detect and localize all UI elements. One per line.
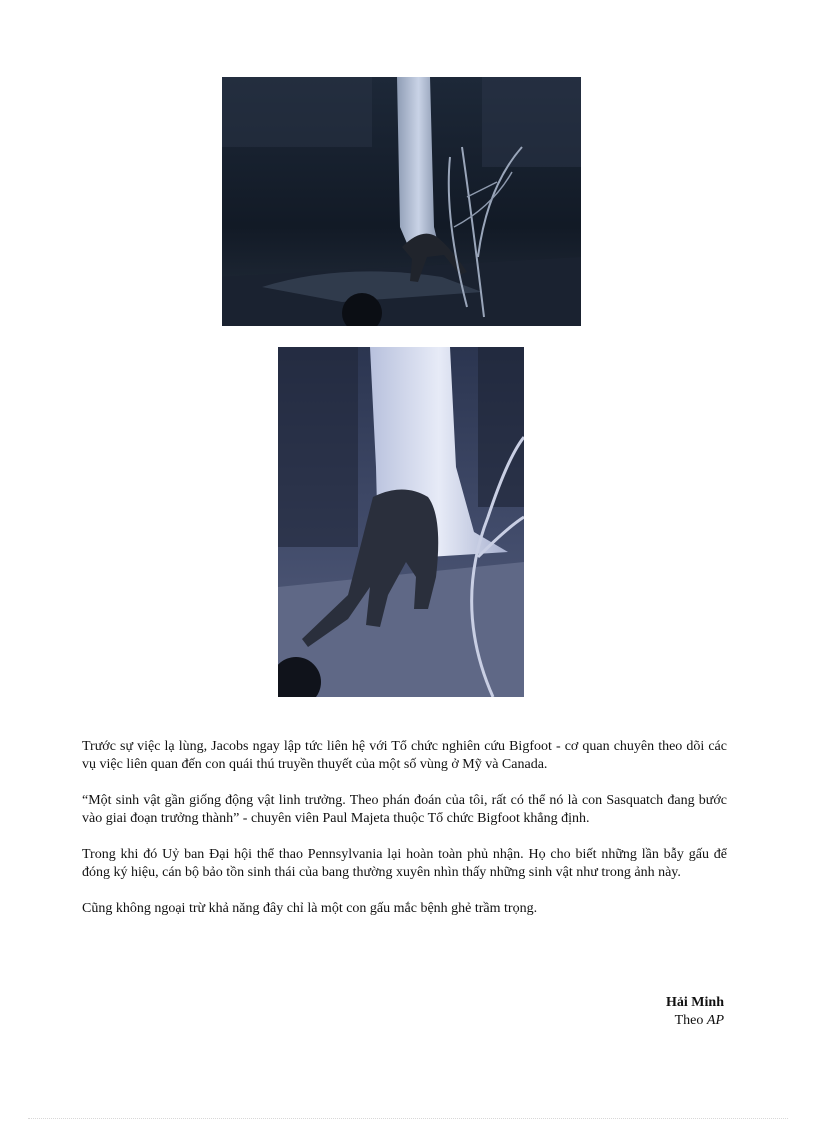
article-paragraph: “Một sinh vật gần giống động vật linh trưởng. Theo phán đoán của tôi, rất có thể nó là con Sasquatch đang bước vào giai đoạn trưởng thành” - chuyên viên Paul Majeta thuộc Tổ chức Bigfoot khẳng định. (82, 793, 727, 826)
signature (666, 994, 724, 1030)
night-photo-2 (278, 347, 524, 697)
night-photo-1 (222, 77, 581, 326)
article-paragraph: Trong khi đó Uỷ ban Đại hội thể thao Pennsylvania lại hoàn toàn phủ nhận. Họ cho biết những lần bẫy gấu để đóng ký hiệu, cán bộ bảo tồn sinh thái của bang thường xuyên nhìn thấy những sinh vật như trong ảnh này. (82, 847, 727, 880)
source-line (675, 1013, 724, 1028)
article-paragraph: Cũng không ngoại trừ khả năng đây chỉ là một con gấu mắc bệnh ghẻ trầm trọng. (82, 901, 538, 916)
article-body (82, 738, 727, 936)
page-bottom-divider (28, 1118, 788, 1119)
article-paragraph: Trước sự việc lạ lùng, Jacobs ngay lập tức liên hệ với Tổ chức nghiên cứu Bigfoot - cơ quan chuyên theo dõi các vụ việc liên quan đến con quái thú truyền thuyết của một số vùng ở Mỹ và Canada. (82, 739, 727, 772)
author-name: Hải Minh (666, 995, 724, 1010)
source-prefix: Theo (674, 1013, 704, 1028)
source-name: AP (706, 1013, 724, 1028)
